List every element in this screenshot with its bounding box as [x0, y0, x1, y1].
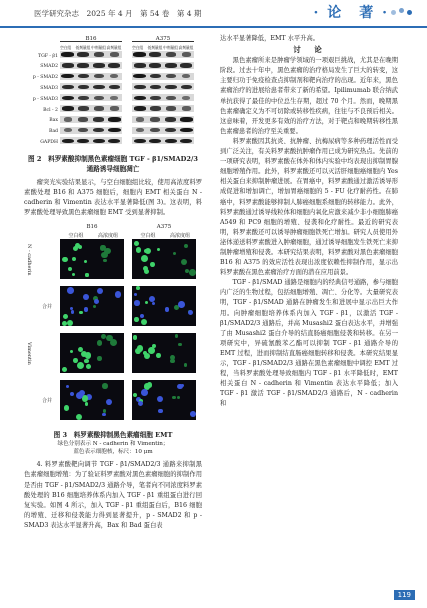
body-paragraph: 料罗素酸因其抗炎、抗肿瘤、抗梅尿病等多种药理活性而受到广泛关注，有关料罗素酸抗肿瘤作用已成为研究热点。先前的一项研究表明，料罗素酸在体外和体内实验中均表现出抑制胃腺细胞增殖作用。此外，料罗素酸还可以灭活肝细胞癌细胞内 Yes 相关蛋白来抑制肿瘤进展。在胃癌中，料罗素酸通过激活诱导形成促进和增加调亡，增加胃癌细胞的 5 - FU 化疗耐药性。在肺癌中，料罗素酸能够抑制人肺癌细胞系细胞的转移能力。此外，料罗素酸通过诱导线粒体和细胞内氧化应激来减少非小细胞肺癌 A549 和 PC9 细胞的增殖、侵袭和化疗耐性。最近的研究表明，料罗素酸还可以诱导肿瘤细胞铁死亡增加。研究人员使用外泌体递送料罗素酸进入肿瘤细胞，通过诱导细胞发生铁死亡来抑制肿瘤增殖和侵袭。本研究结果表明，料罗素酸对黑色素瘤细胞 B16 和 A375 的效应活性表现出浓度依赖性抑制作用，显示出料罗素酸在黑色素瘤治疗方面的潜在应用前景。 [220, 137, 398, 277]
fig2-band [134, 106, 146, 111]
fig2-row-label: SMAD2 [40, 64, 58, 70]
fig2-band [165, 139, 177, 144]
fig2-band [182, 96, 190, 101]
fig2-band [94, 106, 104, 111]
fig2-condition-label: 空白组 [60, 45, 72, 50]
fig3-micrograph [60, 286, 92, 326]
figure-3-caption: 图 3 料罗素酸抑制黑色素瘤细胞 EMT [53, 431, 173, 440]
fig2-band [78, 96, 89, 101]
fig3-micrograph [92, 380, 124, 420]
fig3-micrograph [132, 333, 164, 373]
fig2-row-label: p - SMAD3 [32, 96, 58, 102]
fig2-condition-label: 中剂量组 [163, 45, 178, 50]
fig2-band [166, 96, 176, 101]
fig3-micrograph [92, 333, 124, 373]
figure-3-caption-note: 蓝色表示细胞核，标尺：10 μm [73, 449, 153, 456]
fig2-band [182, 106, 191, 111]
fig2-band [136, 117, 144, 122]
fig2-band [180, 63, 192, 68]
fig2-band [149, 63, 161, 68]
fig2-group-b16: B16 [85, 36, 97, 42]
fig2-band [62, 96, 74, 101]
fig2-band [110, 106, 119, 111]
fig2-band [165, 85, 177, 90]
fig3-micrograph [132, 286, 164, 326]
fig3-subheading: 空白组 [68, 233, 84, 240]
fig2-group-a375: A375 [155, 36, 171, 42]
fig2-row-label: p - SMAD2 [32, 75, 58, 81]
figure-2-caption: 图 2 料罗素酸抑制黑色素瘤细胞 TGF - β1/SMAD2/3 通路诱导细胞凋亡 [28, 155, 198, 173]
fig2-band [94, 96, 104, 101]
fig2-band [62, 139, 74, 144]
fig2-row-label: GAPDH [40, 139, 58, 145]
fig2-condition-label: 空白组 [132, 45, 144, 50]
fig2-band [109, 85, 120, 90]
fig2-band [166, 52, 176, 57]
fig3-row-label: N - cadherin [26, 243, 32, 276]
body-paragraph: TGF - β1/SMAD 通路是细胞内的经典信号通路，参与细胞内广泛的生物过程，包括细胞增殖、凋亡、分化等。大量研究表明，TGF - β1/SMAD 通路在肿瘤发生和进展中显示出巨大作用。向肿瘤细胞培养体系内加入 TGF - β1，以激活 TGF - β1/SMAD2/3 通路后，并高 Musashi2 蛋白表达水平，并增强了由 Musashi2 蛋白介导的结直肠癌细胞侵袭和转移。在另一项研究中，异硫氰酸苯乙酯可以抑制 TGF - β1 通路介导的 EMT 过程，进而抑制结直肠癌细胞转移和侵袭。本研究结果显示，TGF - β1/SMAD2/3 通路在黑色素瘤细胞中调控 EMT 过程，当料罗素酸处理导致细胞内 TGF - β1 水平降低时，EMT 相关蛋白 N - cadherin 和 Vimentin 表达水平降低；加入 TGF - β1 激活 TGF - β1/SMAD2/3 通路后，N - cadherin 和 [220, 279, 398, 408]
fig2-band [182, 52, 191, 57]
fig2-band [78, 106, 89, 111]
fig3-subheading: 空白组 [140, 233, 156, 240]
fig3-row-label: Vimentin [26, 341, 32, 365]
fig2-band [77, 52, 89, 57]
fig3-micrograph [60, 380, 92, 420]
fig3-row-label: 合并 [42, 398, 53, 405]
fig2-row-label: SMAD3 [40, 85, 58, 91]
fig2-row-label: TGF - β1 [38, 53, 58, 59]
fig2-band [166, 74, 176, 79]
body-paragraph: 黑色素瘤所来是肿瘤学领域的一项艰巨挑战，尤其是在晚期阶段。过去十年中，黑色素瘤的治疗格局发生了巨大的转变，这主要归功于免疫检查点抑制剂和靶向治疗的出现。近年来，黑色素瘤治疗的进展给患者带来了新的希望。Ipilimumab 联合纳武单抗获得了最佳的中位总生存期，超过 70 个月。然而，晚期黑色素瘤确定义为不可切除或转移性疾病，往往与不良预后相关。这意味着，开发更多有效的治疗方法，对于靶点和晚期转移性黑色素瘤患者的治疗至关重要。 [220, 57, 398, 135]
fig3-micrograph [92, 286, 124, 326]
figure-3-caption-note: 绿色分别表示 N - cadherin 和 Vimentin； [57, 441, 169, 448]
header-decoration [391, 6, 417, 20]
fig2-band [166, 106, 176, 111]
fig2-band [149, 52, 161, 57]
fig2-band [78, 85, 89, 90]
fig2-band [93, 85, 105, 90]
fig2-band [180, 128, 193, 133]
fig3-micrograph [164, 380, 196, 420]
fig2-band [181, 85, 192, 90]
fig3-micrograph [60, 333, 92, 373]
figure-2-western-blot [24, 34, 202, 150]
fig2-band [134, 96, 146, 101]
fig2-row-label: Bcl - 2 [43, 107, 58, 113]
page-number: 119 [394, 590, 415, 600]
fig2-band [108, 117, 121, 122]
fig2-group-line [60, 41, 122, 42]
fig2-condition-label: 中剂量组 [91, 45, 106, 50]
fig3-micrograph [164, 286, 196, 326]
fig3-micrograph [132, 380, 164, 420]
fig3-group-a375: A375 [156, 224, 172, 231]
fig2-band [150, 106, 161, 111]
fig2-band [150, 85, 161, 90]
fig2-band [61, 52, 74, 57]
fig2-condition-label: 低剂量组 [75, 45, 91, 50]
fig2-band [78, 117, 88, 122]
fig2-band [150, 117, 160, 122]
fig2-band [134, 139, 146, 144]
fig3-micrograph [132, 239, 164, 279]
fig2-band [133, 52, 146, 57]
fig2-band [93, 139, 105, 144]
fig2-band [62, 106, 74, 111]
fig2-condition-label: 低剂量组 [147, 45, 163, 50]
discussion-heading: 讨 论 [293, 45, 325, 55]
body-paragraph: 达水平显著降低，EMT 水平升高。 [220, 35, 320, 42]
fig2-band [93, 117, 104, 122]
fig3-micrograph [164, 333, 196, 373]
fig2-band [62, 63, 74, 68]
fig2-condition-label: 高剂量组 [106, 45, 122, 50]
left-column [24, 34, 202, 531]
fig2-band [94, 74, 104, 79]
figure-3-immunofluorescence [24, 222, 202, 429]
fig2-band [134, 85, 146, 90]
fig3-micrograph [60, 239, 92, 279]
fig2-band [108, 63, 120, 68]
fig2-band [110, 96, 118, 101]
body-paragraph: 4. 料罗素酸靶向调节 TGF - β1/SMAD2/3 通路来抑制黑色素瘤细胞增殖：为了验证料罗素酸对黑色素瘤细胞的抑制作用是否由 TGF - β1/SMAD2/3 通路介导，笔者向不同浓度料罗素酸处理的 B16 细胞培养体系内加入 TGF - β1 重组蛋白进行回复实验。如图 4 所示，加入 TGF - β1 重组蛋白后，B16 细胞的增殖、迁移和侵袭能力得到显著提升，p - SMAD2 和 p - SMAD3 表达水平显著升高，Bax 和 Bad 蛋白表 [24, 461, 202, 529]
fig2-condition-label: 高剂量组 [178, 45, 194, 50]
fig2-row-label: Bax [49, 118, 58, 124]
fig3-micrograph [92, 239, 124, 279]
fig3-subheading: 高浓度组 [97, 233, 118, 240]
fig2-band [62, 85, 74, 90]
fig2-row-label: Bad [48, 129, 58, 135]
fig2-band [165, 63, 177, 68]
fig2-band [150, 96, 161, 101]
fig2-band [108, 128, 121, 133]
right-column [220, 34, 398, 409]
section-title: · 论 著 · [313, 5, 389, 21]
fig2-band [77, 63, 89, 68]
fig3-micrograph [164, 239, 196, 279]
fig2-band [165, 117, 176, 122]
fig2-band [64, 117, 72, 122]
body-paragraph: 瘤突光实验结果显示，与空白细胞组比较，使用高浓度料罗素酸处理 B16 和 A375 细胞后，细胞内 EMT 相关蛋白 N - cadherin 和 Vimentin 表达水平显著降低(图 3)。这表明，料罗素酸处理导致黑色素瘤细胞 EMT 受到显著抑制。 [24, 179, 202, 217]
fig2-band [180, 117, 193, 122]
fig3-group-b16: B16 [86, 224, 98, 231]
fig2-band [134, 63, 146, 68]
fig2-band [94, 52, 104, 57]
fig2-band [110, 52, 119, 57]
fig3-subheading: 高浓度组 [169, 233, 190, 240]
fig2-group-line [132, 41, 194, 42]
fig2-band [93, 63, 105, 68]
fig3-row-label: 合并 [42, 304, 53, 311]
journal-info: 医学研究杂志 2025 年 4 月 第 54 卷 第 4 期 [34, 9, 202, 18]
page-header [0, 0, 427, 28]
